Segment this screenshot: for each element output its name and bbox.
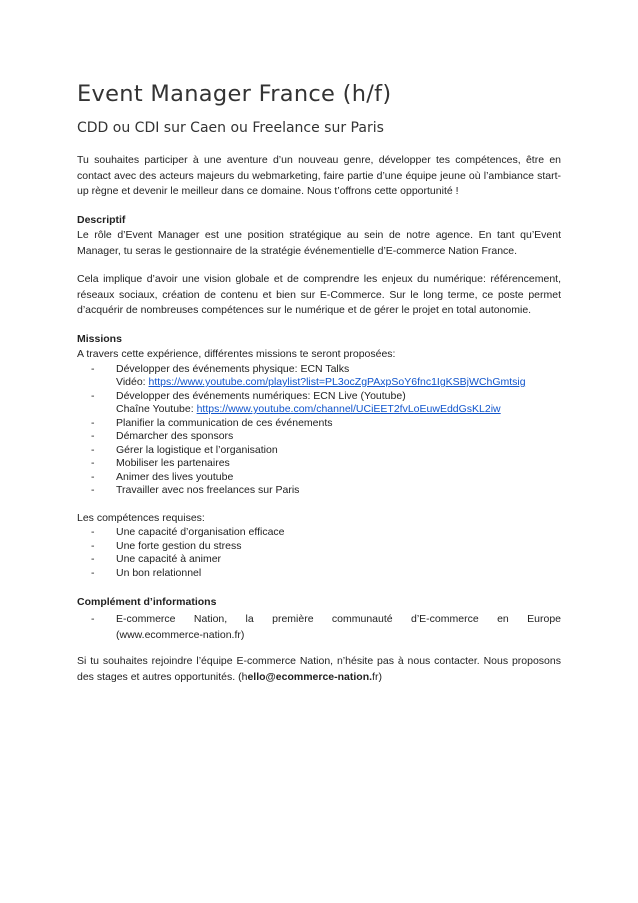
description-heading: Descriptif	[77, 213, 126, 226]
complement-list	[77, 612, 561, 643]
channel-label: Chaîne Youtube:	[116, 403, 197, 415]
complement-heading: Complément d’informations	[77, 596, 217, 608]
missions-heading: Missions	[77, 332, 122, 345]
skills-list	[77, 526, 561, 580]
list-item: - Une capacité à animer	[77, 553, 561, 567]
list-item: - Une forte gestion du stress	[77, 540, 561, 554]
mission-text: Développer des événements numériques: ECN Live (Youtube)	[116, 389, 406, 402]
list-item: - Un bon relationnel	[77, 567, 561, 581]
youtube-channel-link[interactable]: https://www.youtube.com/channel/UCiEET2fvLoEuwEddGsKL2iw	[196, 403, 501, 415]
list-item: - Gérer la logistique et l’organisation	[77, 444, 561, 458]
list-item: - Mobiliser les partenaires	[77, 457, 561, 471]
missions-intro: A travers cette expérience, différentes missions te seront proposées:	[77, 348, 396, 360]
description-paragraph-2: Cela implique d’avoir une vision globale et de comprendre les enjeux du numérique: référencement, réseaux sociaux, création de contenu et bien sur E-Commerce. Sur le long terme, ce poste permet d’acquérir de nombreuses compétences sur le numérique et de gérer le projet en total autonomie.	[77, 273, 561, 316]
document-content	[77, 78, 561, 685]
list-item: - Travailler avec nos freelances sur Paris	[77, 484, 561, 498]
mission-text: Développer des événements physique: ECN Talks	[116, 362, 350, 375]
description-paragraph-1: Le rôle d’Event Manager est une position stratégique au sein de notre agence. En tant qu’Event Manager, tu seras le gestionnaire de la stratégie événementielle d’E-commerce Nation France.	[77, 229, 561, 257]
skills-intro: Les compétences requises:	[77, 511, 205, 524]
closing-text: Si tu souhaites rejoindre l’équipe E-commerce Nation, n’hésite pas à nous contacter. Nous proposons des stages et autres opportunités. (h	[77, 655, 561, 683]
video-label: Vidéo:	[116, 376, 149, 388]
closing-paragraph	[77, 654, 561, 685]
closing-text-end: fr)	[372, 670, 382, 683]
list-item	[77, 363, 561, 390]
contact-email[interactable]: ello@ecommerce-nation.	[247, 670, 373, 683]
missions-list	[77, 363, 561, 498]
list-item: - Une capacité d’organisation efficace	[77, 526, 561, 540]
intro-paragraph: Tu souhaites participer à une aventure d’un nouveau genre, développer tes compétences, être en contact avec des acteurs majeurs du webmarketing, faire partie d’une équipe jeune où l’ambiance start-up règne et devenir le meilleur dans ce domaine. Nous t’offrons cette opportunité !	[77, 154, 561, 197]
page-title: Event Manager France (h/f)	[77, 81, 392, 107]
video-playlist-link[interactable]: https://www.youtube.com/playlist?list=PL3ocZgPAxpSoY6fnc1IgKSBjWChGmtsig	[148, 376, 526, 388]
complement-website: (www.ecommerce-nation.fr)	[116, 628, 245, 641]
list-item: - Démarcher des sponsors	[77, 430, 561, 444]
list-item	[77, 612, 561, 643]
complement-text: - E-commerce Nation, la première communauté d’E-commerce en Europe	[116, 613, 561, 625]
page-subtitle: CDD ou CDI sur Caen ou Freelance sur Paris	[77, 120, 384, 136]
list-item: - Animer des lives youtube	[77, 471, 561, 485]
list-item: - Planifier la communication de ces événements	[77, 417, 561, 431]
list-item	[77, 390, 561, 417]
